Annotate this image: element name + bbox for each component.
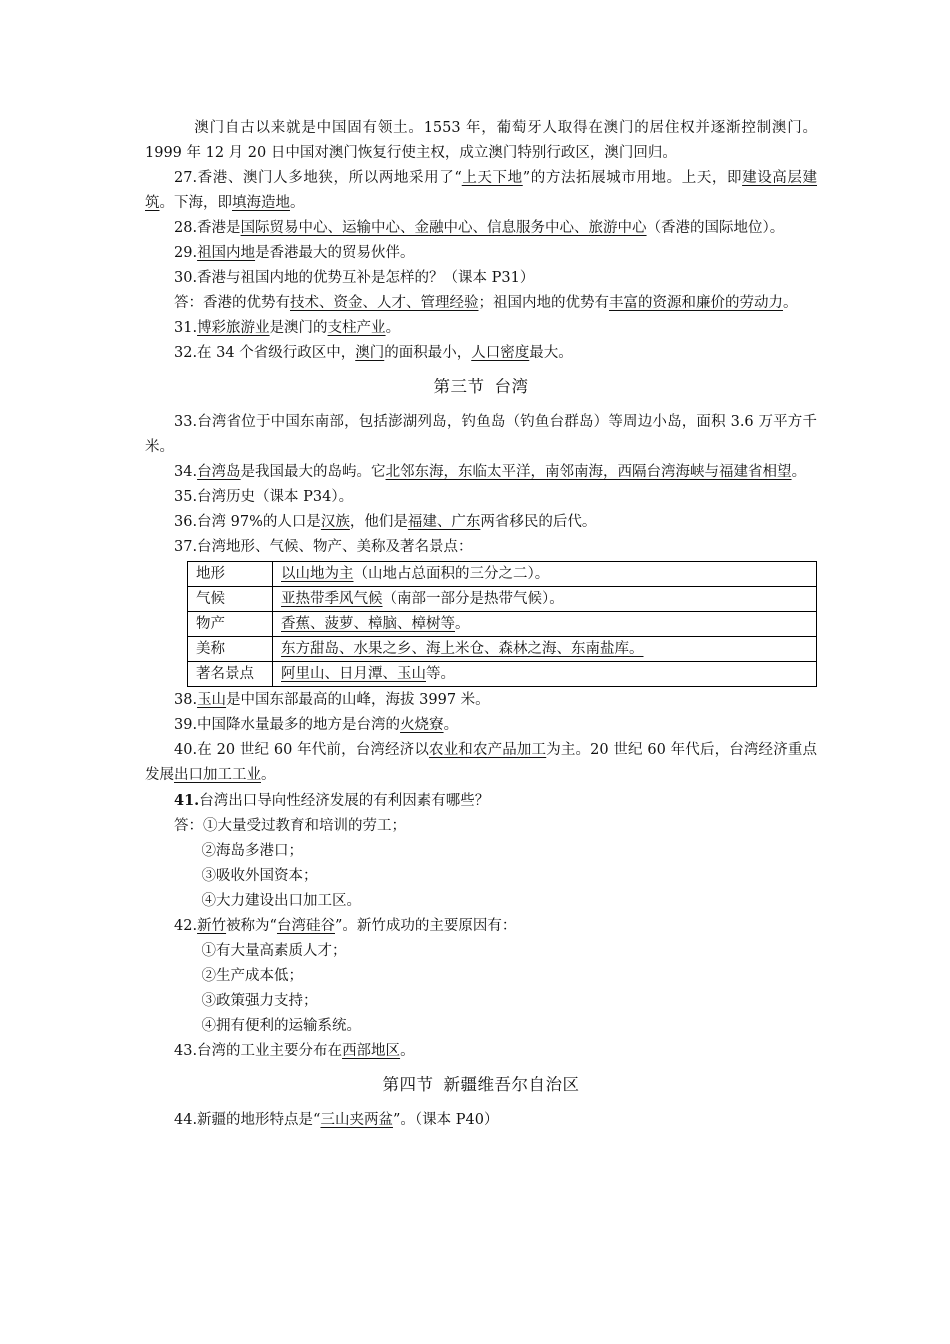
answer-underline: 人口密度 — [471, 345, 530, 361]
table-value: 以山地为主（山地占总面积的三分之二）。 — [273, 562, 817, 587]
answer-underline: 出口加工工业 — [174, 767, 261, 783]
item-34: 34.台湾岛是我国最大的岛屿。它北邻东海，东临太平洋，南邻南海，西隔台湾海峡与福建省相望。 — [174, 464, 807, 480]
item-27: 27.香港、澳门人多地狭，所以两地采用了“上天下地”的方法拓展城市用地。上天，即建设高层建筑。下海，即填海造地。 — [145, 170, 817, 211]
item-41: 41.台湾出口导向性经济发展的有利因素有哪些？ — [174, 792, 490, 809]
answer-underline: 三山夹两盆 — [320, 1112, 393, 1128]
table-key: 美称 — [188, 637, 273, 662]
document-page — [145, 116, 817, 1133]
table-value: 香蕉、菠萝、樟脑、樟树等。 — [273, 612, 817, 637]
item-43: 43.台湾的工业主要分布在西部地区。 — [174, 1043, 415, 1059]
table-row — [188, 662, 817, 687]
table-row — [188, 562, 817, 587]
answer-42-line-4: ④拥有便利的运输系统。 — [201, 1018, 362, 1034]
answer-41-line-3: ③吸收外国资本； — [201, 868, 318, 884]
item-33: 33.台湾省位于中国东南部，包括澎湖列岛，钓鱼岛（钓鱼台群岛）等周边小岛，面积 3.6 万平方千米。 — [145, 414, 817, 455]
section-heading-xinjiang: 第四节 新疆维吾尔自治区 — [382, 1075, 580, 1094]
answer-42-line-1: ①有大量高素质人才； — [201, 943, 347, 959]
item-42: 42.新竹被称为“台湾硅谷”。新竹成功的主要原因有： — [174, 918, 517, 934]
item-28: 28.香港是国际贸易中心、运输中心、金融中心、信息服务中心、旅游中心（香港的国际地位）。 — [174, 220, 785, 236]
section-heading-taiwan: 第三节 台湾 — [433, 377, 529, 396]
answer-underline: 福建、广东 — [407, 514, 481, 530]
table-key: 著名景点 — [188, 662, 273, 687]
answer-underline: 火烧寮 — [400, 717, 444, 733]
item-35: 35.台湾历史（课本 P34）。 — [174, 489, 354, 505]
answer-41-line-1: 答：①大量受过教育和培训的劳工； — [174, 818, 406, 834]
item-40: 40.在 20 世纪 60 年代前，台湾经济以农业和农产品加工为主。20 世纪 60 年代后，台湾经济重点发展出口加工工业。 — [145, 742, 818, 783]
answer-underline: 澳门 — [355, 345, 385, 361]
taiwan-info-table — [187, 561, 817, 687]
item-32: 32.在 34 个省级行政区中，澳门的面积最小，人口密度最大。 — [174, 345, 573, 361]
table-key: 地形 — [188, 562, 273, 587]
answer-underline: 西部地区 — [342, 1043, 401, 1059]
answer-underline: 丰富的资源和廉价的劳动力 — [609, 295, 783, 311]
table-row — [188, 612, 817, 637]
item-37: 37.台湾地形、气候、物产、美称及著名景点： — [174, 539, 473, 555]
answer-underline: 玉山 — [197, 692, 227, 708]
answer-underline: 北邻东海，东临太平洋，南邻南海，西隔台湾海峡与福建省相望 — [385, 464, 792, 480]
table-value: 亚热带季风气候（南部一部分是热带气候）。 — [273, 587, 817, 612]
answer-underline: 台湾岛 — [197, 464, 241, 480]
item-38: 38.玉山是中国东部最高的山峰，海拔 3997 米。 — [174, 692, 490, 708]
table-row — [188, 587, 817, 612]
answer-41-line-2: ②海岛多港口； — [201, 843, 304, 859]
answer-42-line-3: ③政策强力支持； — [201, 993, 318, 1009]
answer-underline: 博彩旅游业 — [197, 320, 270, 336]
answer-underline: 技术、资金、人才、管理经验 — [290, 295, 479, 311]
answer-underline: 建设高层建筑 — [145, 170, 817, 211]
answer-underline: 新竹 — [197, 918, 227, 934]
answer-underline: 农业和农产品加工 — [428, 742, 547, 758]
table-value: 东方甜岛、水果之乡、海上米仓、森林之海、东南盐库。 — [273, 637, 817, 662]
item-31: 31.博彩旅游业是澳门的支柱产业。 — [174, 320, 401, 336]
item-36: 36.台湾 97%的人口是汉族，他们是福建、广东两省移民的后代。 — [174, 514, 597, 530]
item-39: 39.中国降水量最多的地方是台湾的火烧寮。 — [174, 717, 459, 733]
answer-42-line-2: ②生产成本低； — [201, 968, 304, 984]
answer-underline: 上天下地 — [461, 170, 523, 186]
answer-30: 答：香港的优势有技术、资金、人才、管理经验；祖国内地的优势有丰富的资源和廉价的劳动力。 — [174, 295, 798, 311]
table-key: 物产 — [188, 612, 273, 637]
item-29: 29.祖国内地是香港最大的贸易伙伴。 — [174, 245, 415, 261]
answer-41-line-4: ④大力建设出口加工区。 — [201, 893, 362, 909]
answer-underline: 汉族 — [320, 514, 350, 530]
item-30: 30.香港与祖国内地的优势互补是怎样的？（课本 P31） — [174, 270, 535, 286]
item-44: 44.新疆的地形特点是“三山夹两盆”。（课本 P40） — [174, 1112, 499, 1128]
answer-underline: 祖国内地 — [197, 245, 256, 261]
answer-underline: 国际贸易中心、运输中心、金融中心、信息服务中心、旅游中心 — [240, 220, 647, 236]
answer-underline: 填海造地 — [232, 195, 290, 211]
table-key: 气候 — [188, 587, 273, 612]
macau-history-paragraph: 澳门自古以来就是中国固有领土。1553 年，葡萄牙人取得在澳门的居住权并逐渐控制澳门。1999 年 12 月 20 日中国对澳门恢复行使主权，成立澳门特别行政区，澳门回归。 — [145, 120, 817, 161]
table-row — [188, 637, 817, 662]
answer-underline: 支柱产业 — [327, 320, 386, 336]
answer-underline: 台湾硅谷 — [276, 918, 335, 934]
table-value: 阿里山、日月潭、玉山等。 — [273, 662, 817, 687]
